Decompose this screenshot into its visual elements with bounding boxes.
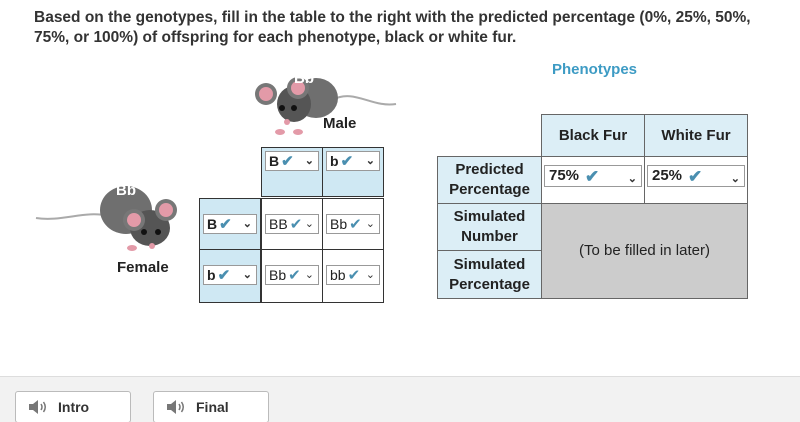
predicted-black-fur-cell [541,156,645,204]
intro-button[interactable] [15,391,131,422]
cell-1-2-value: Bb [330,216,348,232]
chevron-down-icon: ⌄ [730,173,740,185]
speaker-icon [166,399,186,415]
row-header-simulated-percentage: Simulated Percentage [437,250,542,299]
top-allele-2-value: b [330,153,339,169]
speaker-icon [28,399,48,415]
female-mouse [34,174,184,254]
simulated-results-placeholder: (To be filled in later) [541,203,748,299]
final-button-label: Final [196,399,229,415]
male-label: Male [323,115,357,132]
punnett-cell-2-1 [261,249,323,303]
check-icon: ✔ [281,152,294,170]
left-allele-2-value: b [207,267,216,283]
check-icon: ✔ [349,215,362,233]
check-icon: ✔ [289,215,303,233]
cell-2-2-value: bb [330,267,346,283]
check-icon: ✔ [217,266,231,284]
chevron-down-icon: ⌄ [365,218,375,230]
punnett-left-header-1 [199,198,261,250]
chevron-down-icon: ⌄ [304,269,314,281]
top-allele-1-dropdown[interactable] [265,151,319,171]
final-button[interactable] [153,391,269,422]
chevron-down-icon: ⌄ [365,155,375,167]
chevron-down-icon: ⌄ [304,218,314,230]
cell-1-1-value: BB [269,216,288,232]
male-genotype-label: Bb [294,70,314,87]
check-icon: ✔ [288,266,301,284]
column-header-white-fur: White Fur [644,114,748,157]
check-icon: ✔ [688,166,703,186]
left-allele-1-dropdown[interactable] [203,214,257,234]
left-allele-2-dropdown[interactable] [203,265,257,285]
intro-button-label: Intro [58,399,90,415]
predicted-black-fur-value: 75% [549,167,580,184]
punnett-cell-2-2 [322,249,384,303]
female-label: Female [117,259,169,276]
left-allele-1-value: B [207,216,218,232]
chevron-down-icon: ⌄ [365,269,375,281]
cell-2-1-value: Bb [269,267,287,283]
chevron-down-icon: ⌄ [304,155,314,167]
row-header-simulated-number: Simulated Number [437,203,542,251]
punnett-cell-1-1 [261,198,323,250]
top-allele-2-dropdown[interactable] [326,151,380,171]
punnett-top-header-1 [261,147,323,197]
predicted-black-fur-dropdown[interactable] [544,165,642,187]
female-genotype-label: Bb [116,182,136,199]
column-header-black-fur: Black Fur [541,114,645,157]
punnett-top-header-2 [322,147,384,197]
check-icon: ✔ [585,166,600,186]
cell-2-1-dropdown[interactable] [265,265,319,285]
female-mouse-icon [34,174,184,254]
instructions-text: Based on the genotypes, fill in the table to the right with the predicted percentage (0%, 25%, 50%, 75%, or 100%) of offspring for each phenotype, black or white fur. [34,9,751,46]
predicted-white-fur-dropdown[interactable] [647,165,745,187]
phenotypes-title: Phenotypes [552,61,638,78]
punnett-left-header-2 [199,249,261,303]
cell-2-2-dropdown[interactable] [326,265,380,285]
cell-1-1-dropdown[interactable] [265,214,319,234]
check-icon: ✔ [340,152,354,170]
chevron-down-icon: ⌄ [242,218,252,230]
top-allele-1-value: B [269,153,280,169]
punnett-cell-1-2 [322,198,384,250]
bottom-nav-bar [0,376,800,422]
chevron-down-icon: ⌄ [627,173,637,185]
predicted-white-fur-cell [644,156,748,204]
chevron-down-icon: ⌄ [242,269,252,281]
check-icon: ✔ [219,215,232,233]
predicted-white-fur-value: 25% [652,167,683,184]
cell-1-2-dropdown[interactable] [326,214,380,234]
row-header-predicted-percentage: Predicted Percentage [437,156,542,204]
check-icon: ✔ [347,266,361,284]
